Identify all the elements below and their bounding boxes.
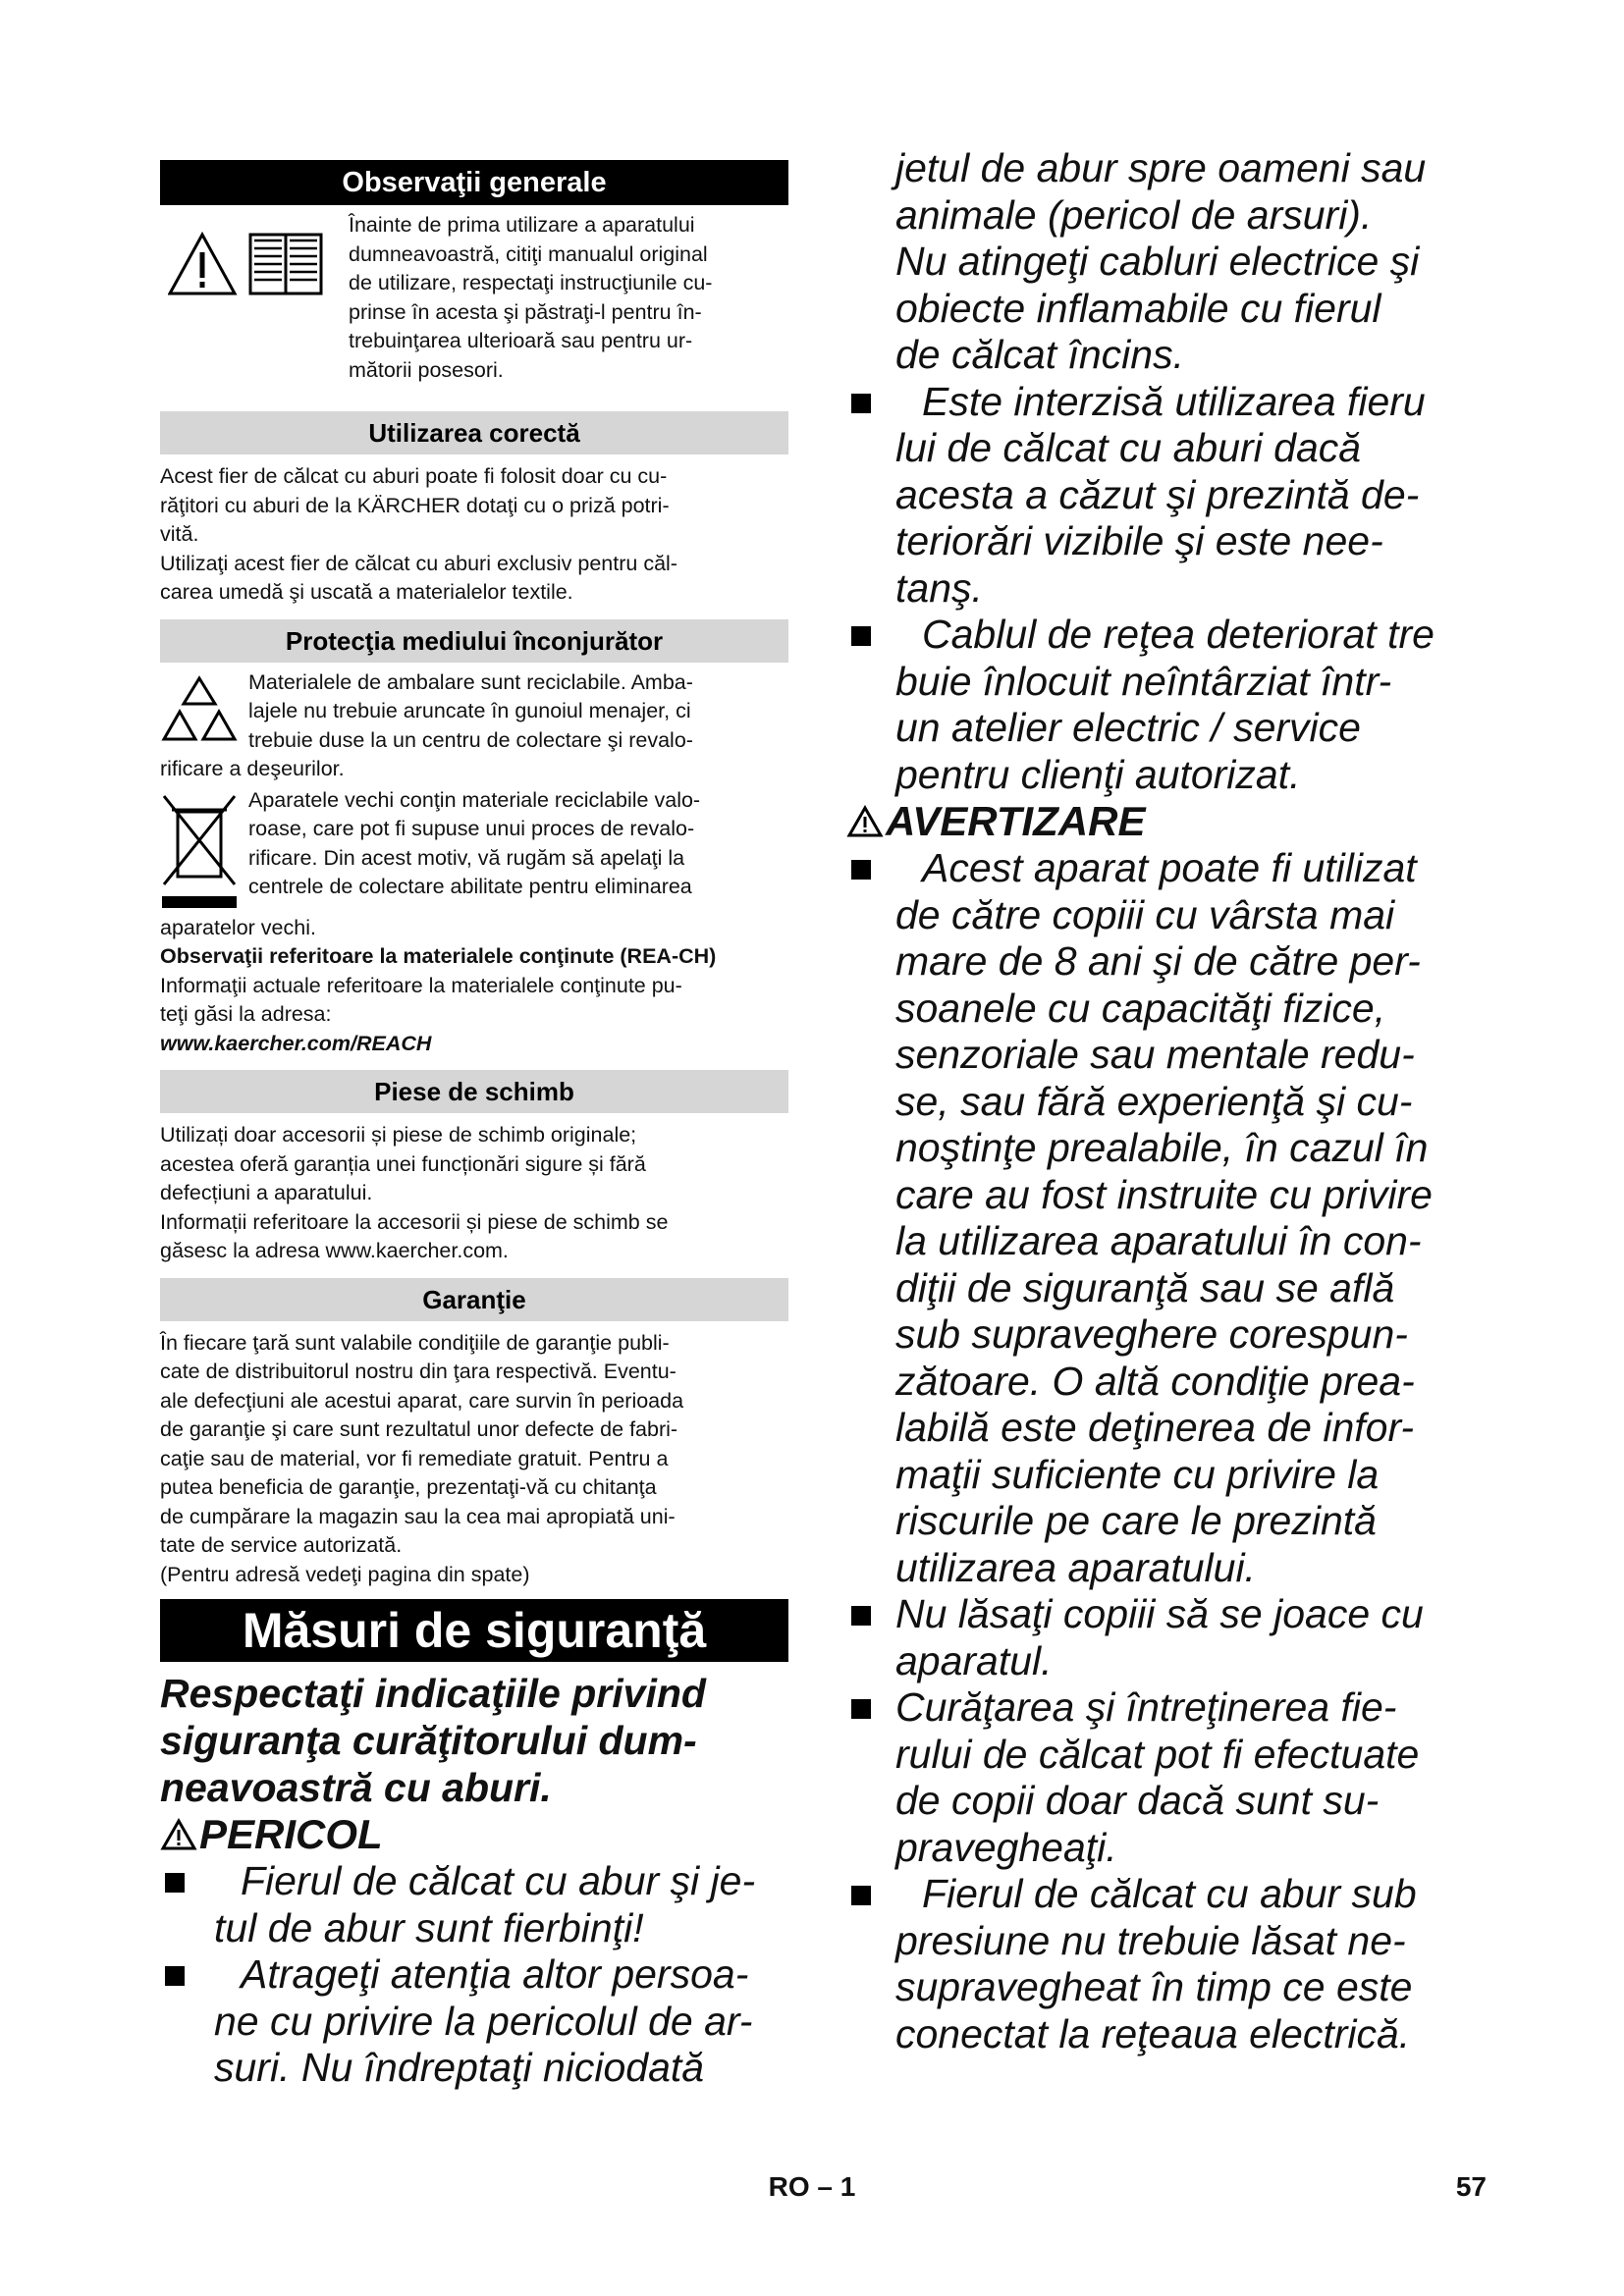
text-line: rificare a deşeurilor. bbox=[160, 757, 345, 780]
safety-intro bbox=[160, 1670, 788, 1811]
bullet-item bbox=[160, 1858, 788, 1951]
text-line: Informații referitoare la accesorii și piese de schimb se bbox=[160, 1209, 669, 1234]
text-line: Informaţii actuale referitoare la materialele conţinute pu- bbox=[160, 973, 682, 997]
continued-text bbox=[846, 145, 1485, 379]
footer-label: RO – 1 bbox=[768, 2171, 856, 2202]
text-line: mare de 8 ani şi de către per- bbox=[895, 938, 1421, 984]
text-line: vită. bbox=[160, 522, 199, 546]
text-line: mătorii posesori. bbox=[349, 357, 504, 382]
text-line: Acest aparat poate fi utilizat bbox=[922, 845, 1417, 890]
page-number: 57 bbox=[1455, 2171, 1487, 2202]
text-line: obiecte inflamabile cu fierul bbox=[895, 285, 1381, 331]
text-line: ale defecţiuni ale acestui aparat, care survin în perioada bbox=[160, 1388, 684, 1413]
text-line: Curăţarea şi întreţinerea fie- bbox=[895, 1684, 1397, 1730]
text-line: tul de abur sunt fierbinţi! bbox=[214, 1904, 644, 1950]
text-line: jetul de abur spre oameni sau bbox=[895, 145, 1427, 190]
text-line: neavoastră cu aburi. bbox=[160, 1765, 552, 1810]
recycling-block bbox=[160, 668, 788, 784]
bullet-square-icon bbox=[165, 1873, 185, 1893]
text-line: pentru clienţi autorizat. bbox=[895, 751, 1301, 797]
general-notes-header: Observaţii generale bbox=[160, 160, 788, 205]
text-line: de copii doar dacă sunt su- bbox=[895, 1778, 1380, 1823]
spare-parts-header: Piese de schimb bbox=[160, 1070, 788, 1113]
manual-book-icon bbox=[246, 229, 325, 299]
bullet-square-icon bbox=[165, 1966, 185, 1986]
text-line: lui de călcat cu aburi dacă bbox=[895, 425, 1362, 470]
text-line: rului de călcat pot fi efectuate bbox=[895, 1731, 1420, 1777]
old-appliances-block bbox=[160, 786, 788, 943]
text-line: Înainte de prima utilizare a aparatului bbox=[349, 213, 695, 237]
text-line: aparatul. bbox=[895, 1637, 1053, 1683]
text-line: Este interzisă utilizarea fieru bbox=[922, 378, 1426, 424]
text-line: Atrageţi atenţia altor persoa- bbox=[241, 1951, 749, 1997]
proper-use-header: Utilizarea corectă bbox=[160, 411, 788, 454]
text-line: de către copiii cu vârsta mai bbox=[895, 891, 1395, 937]
text-line: Materialele de ambalare sunt reciclabile. Amba- bbox=[248, 669, 693, 694]
text-line: răţitori cu aburi de la KÄRCHER dotaţi cu o priză potri- bbox=[160, 493, 670, 517]
text-line: tanş. bbox=[895, 564, 983, 611]
right-column bbox=[846, 145, 1485, 2057]
text-line: supravegheat în timp ce este bbox=[895, 1964, 1413, 2009]
bullet-item bbox=[160, 1951, 788, 2092]
text-line: acestea oferă garanția unei funcționări sigure și fără bbox=[160, 1151, 646, 1176]
bullet-item bbox=[846, 379, 1485, 613]
text-line: maţii suficiente cu privire la bbox=[895, 1451, 1380, 1497]
text-line: lajele nu trebuie aruncate în gunoiul menajer, ci bbox=[248, 699, 691, 722]
text-line: dumneavoastră, citiţi manualul original bbox=[349, 241, 708, 266]
text-line: ne cu privire la pericolul de ar- bbox=[214, 1998, 753, 2044]
text-line: presiune nu trebuie lăsat ne- bbox=[895, 1917, 1406, 1963]
bullet-square-icon bbox=[851, 1699, 871, 1719]
environment-header: Protecţia mediului înconjurător bbox=[160, 619, 788, 663]
text-line: carea umedă şi uscată a materialelor textile. bbox=[160, 580, 573, 604]
text-line: soanele cu capacităţi fizice, bbox=[895, 985, 1386, 1031]
text-line: de garanţie şi care sunt rezultatul unor defecte de fabri- bbox=[160, 1417, 678, 1441]
left-column bbox=[160, 160, 788, 2092]
text-line: defecțiuni a aparatului. bbox=[160, 1181, 373, 1204]
danger-triangle-icon bbox=[160, 1818, 197, 1851]
warranty-header: Garanţie bbox=[160, 1278, 788, 1321]
danger-text: PERICOL bbox=[199, 1811, 383, 1857]
text-line: Nu lăsaţi copiii să se joace cu bbox=[895, 1591, 1424, 1636]
text-line: labilă este deţinerea de infor- bbox=[895, 1405, 1415, 1450]
text-line: sub supraveghere corespun- bbox=[895, 1311, 1408, 1357]
text-line: care au fost instruite cu privire bbox=[895, 1171, 1433, 1217]
text-line: utilizarea aparatului. bbox=[895, 1544, 1256, 1590]
text-line: conectat la reţeaua electrică. bbox=[895, 2010, 1411, 2056]
bullet-item bbox=[846, 1871, 1485, 2057]
warning-label bbox=[846, 798, 1485, 845]
text-line: teriorări vizibile şi este nee- bbox=[895, 518, 1383, 563]
text-line: caţie sau de material, vor fi remediate gratuit. Pentru a bbox=[160, 1446, 669, 1470]
bullet-item bbox=[846, 1591, 1485, 1684]
text-line: Respectaţi indicaţiile privind bbox=[160, 1671, 706, 1716]
text-line: Fierul de călcat cu abur sub bbox=[922, 1871, 1417, 1916]
spare-parts-text bbox=[160, 1121, 788, 1266]
general-notes-block bbox=[160, 211, 788, 400]
reach-url: www.kaercher.com/REACH bbox=[160, 1031, 432, 1055]
warning-triangle-icon bbox=[846, 805, 884, 838]
text-line: riscurile pe care le prezintă bbox=[895, 1498, 1377, 1543]
text-line: centrele de colectare abilitate pentru eliminarea bbox=[248, 875, 692, 898]
text-line: Acest fier de călcat cu aburi poate fi folosit doar cu cu- bbox=[160, 464, 668, 488]
bullet-item bbox=[846, 612, 1485, 798]
text-line: prinse în acesta şi păstraţi-l pentru în- bbox=[349, 299, 702, 324]
text-line: Nu atingeţi cabluri electrice şi bbox=[895, 239, 1420, 284]
text-line: teţi găsi la adresa: bbox=[160, 1002, 332, 1026]
text-line: tate de service autorizată. bbox=[160, 1533, 403, 1557]
text-line: acesta a căzut şi prezintă de- bbox=[895, 471, 1420, 517]
warranty-text bbox=[160, 1329, 788, 1590]
text-line: siguranţa curăţitorului dum- bbox=[160, 1718, 697, 1763]
recycle-icon bbox=[160, 672, 239, 751]
text-line: pravegheaţi. bbox=[895, 1824, 1117, 1870]
text-line: diţii de siguranţă sau se află bbox=[895, 1264, 1395, 1310]
text-line: Utilizaţi acest fier de călcat cu aburi exclusiv pentru căl- bbox=[160, 551, 677, 575]
bullet-square-icon bbox=[851, 394, 871, 413]
text-line: putea beneficia de garanţie, prezentaţi-vă cu chitanţa bbox=[160, 1475, 657, 1499]
bullet-square-icon bbox=[851, 860, 871, 880]
text-line: aparatelor vechi. bbox=[160, 915, 316, 939]
bullet-square-icon bbox=[851, 626, 871, 646]
text-line: roase, care pot fi supuse unui proces de revalo- bbox=[248, 817, 695, 840]
text-line: zătoare. O altă condiţie prea- bbox=[895, 1358, 1415, 1404]
text-line: Cablul de reţea deteriorat tre bbox=[922, 612, 1435, 657]
reach-heading: Observaţii referitoare la materialele conţinute (REA-CH) bbox=[160, 944, 717, 968]
text-line: la utilizarea aparatului în con- bbox=[895, 1218, 1422, 1263]
safety-header: Măsuri de siguranţă bbox=[160, 1599, 788, 1662]
text-line: de călcat încins. bbox=[895, 332, 1184, 377]
text-line: Utilizați doar accesorii și piese de schimb originale; bbox=[160, 1123, 637, 1147]
text-line: animale (pericol de arsuri). bbox=[895, 191, 1373, 238]
general-notes-text bbox=[349, 211, 788, 385]
bullet-item bbox=[846, 845, 1485, 1591]
text-line: trebuinţarea ulterioară sau pentru ur- bbox=[349, 329, 693, 352]
text-line: noştinţe prealabile, în cazul în bbox=[895, 1125, 1429, 1170]
text-line: senzoriale sau mentale redu- bbox=[895, 1032, 1415, 1077]
text-line: Aparatele vechi conţin materiale reciclabile valo- bbox=[248, 787, 701, 812]
text-line: de utilizare, respectaţi instrucţiunile cu- bbox=[349, 271, 713, 294]
text-line: se, sau fără experienţă şi cu- bbox=[895, 1078, 1413, 1124]
proper-use-text bbox=[160, 462, 788, 608]
danger-label bbox=[160, 1811, 788, 1858]
text-line: de cumpărare la magazin sau la cea mai apropiată uni- bbox=[160, 1504, 676, 1528]
text-line: Fierul de călcat cu abur şi je- bbox=[241, 1858, 756, 1903]
text-line: cate de distribuitorul nostru din ţara respectivă. Eventu- bbox=[160, 1360, 677, 1383]
text-line: buie înlocuit neîntârziat într- bbox=[895, 658, 1392, 704]
text-line: un atelier electric / service bbox=[895, 705, 1361, 750]
bullet-item bbox=[846, 1684, 1485, 1871]
text-line: trebuie duse la un centru de colectare şi revalo- bbox=[248, 727, 693, 752]
warning-text: AVERTIZARE bbox=[886, 798, 1146, 844]
bullet-square-icon bbox=[851, 1886, 871, 1905]
crossed-bin-icon bbox=[160, 790, 239, 912]
text-line: găsesc la adresa www.kaercher.com. bbox=[160, 1239, 509, 1262]
bullet-square-icon bbox=[851, 1606, 871, 1626]
text-line: rificare. Din acest motiv, vă rugăm să apelaţi la bbox=[248, 845, 685, 870]
text-line: În fiecare ţară sunt valabile condiţiile de garanţie publi- bbox=[160, 1330, 670, 1355]
text-line: suri. Nu îndreptaţi niciodată bbox=[214, 2045, 705, 2090]
text-line: (Pentru adresă vedeţi pagina din spate) bbox=[160, 1562, 530, 1586]
